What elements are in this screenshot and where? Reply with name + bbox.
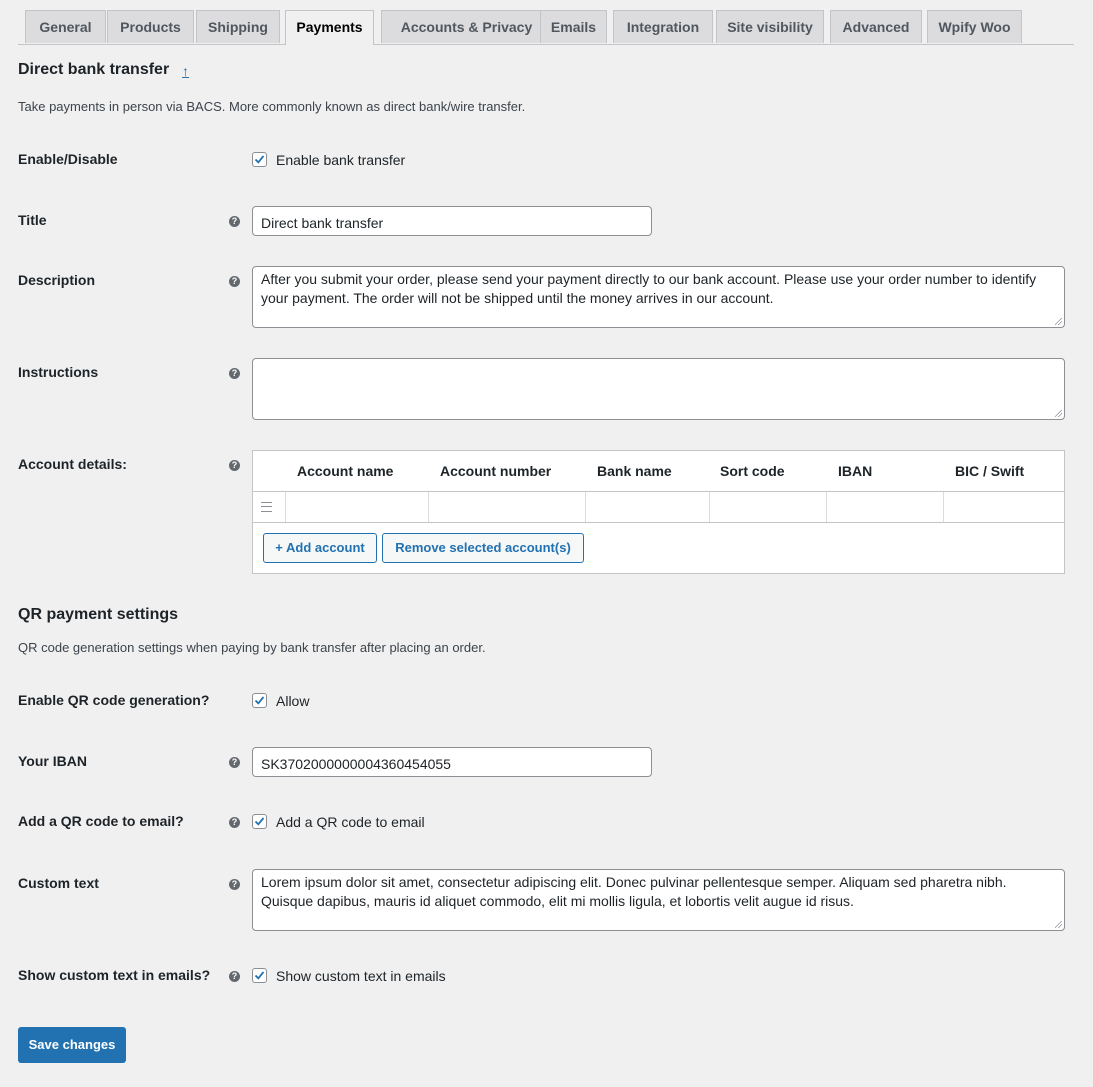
- help-icon: ?: [229, 757, 240, 768]
- description-text: After you submit your order, please send your payment directly to our bank account. Please use your order number to identify your payment. The order will not be shipped until the money arrives in our account.: [261, 271, 1037, 306]
- column-header: Account number: [440, 463, 552, 479]
- account-details-label: Account details:: [18, 456, 127, 472]
- title-input[interactable]: Direct bank transfer: [252, 206, 652, 236]
- custom-text-value: Lorem ipsum dolor sit amet, consectetur adipiscing elit. Donec pulvinar pellentesque semper. Aliquam sed pharetra nibh. Quisque dapibus, mauris id aliquet commodo, elit mi mollis ligula, et lobortis velit augue id risus.: [261, 874, 1007, 909]
- iban-label: Your IBAN: [18, 753, 87, 769]
- help-icon: ?: [229, 460, 240, 471]
- resize-handle-icon[interactable]: [1055, 318, 1062, 325]
- iban-field[interactable]: SK3702000000004360454055: [252, 747, 652, 777]
- enable-checkbox-label: Enable bank transfer: [276, 152, 406, 168]
- help-icon: ?: [229, 817, 240, 828]
- qr-enable-checkbox-label: Allow: [276, 693, 310, 709]
- show-custom-checkbox-label: Show custom text in emails: [276, 968, 446, 984]
- checkmark-icon: [254, 816, 265, 827]
- column-header: Bank name: [597, 463, 672, 479]
- help-icon: ?: [229, 368, 240, 379]
- qr-email-checkbox[interactable]: [252, 814, 267, 829]
- tab-accounts-privacy[interactable]: Accounts & Privacy: [381, 10, 552, 43]
- help-icon: ?: [229, 879, 240, 890]
- enable-label: Enable/Disable: [18, 151, 118, 167]
- tab-emails[interactable]: Emails: [540, 10, 607, 43]
- add-account-button[interactable]: + Add account: [263, 533, 377, 563]
- bank-name-input[interactable]: [585, 492, 709, 522]
- custom-text-label: Custom text: [18, 875, 99, 891]
- column-header: Account name: [297, 463, 394, 479]
- qr-email-label: Add a QR code to email?: [18, 813, 184, 829]
- instructions-textarea[interactable]: [252, 358, 1065, 420]
- arrow-up-return-icon[interactable]: ↑: [182, 63, 189, 79]
- settings-tabs: [18, 0, 1074, 45]
- tab-payments[interactable]: Payments: [285, 10, 374, 45]
- resize-handle-icon[interactable]: [1055, 410, 1062, 417]
- tab-advanced[interactable]: Advanced: [830, 10, 922, 43]
- qr-section-title: QR payment settings: [18, 606, 179, 623]
- sort-code-input[interactable]: [709, 492, 826, 522]
- table-row: [253, 491, 1064, 523]
- drag-handle-icon[interactable]: [261, 502, 272, 512]
- tab-site-visibility[interactable]: Site visibility: [716, 10, 824, 43]
- account-details-table: [252, 450, 1065, 574]
- qr-enable-label: Enable QR code generation?: [18, 692, 210, 708]
- tab-integration[interactable]: Integration: [613, 10, 713, 43]
- save-changes-button[interactable]: Save changes: [18, 1027, 126, 1063]
- remove-accounts-button[interactable]: Remove selected account(s): [382, 533, 584, 563]
- column-header: IBAN: [838, 463, 873, 479]
- description-label: Description: [18, 272, 96, 288]
- tab-products[interactable]: Products: [107, 10, 194, 43]
- show-custom-label: Show custom text in emails?: [18, 967, 211, 983]
- section-title: Direct bank transfer: [18, 61, 170, 78]
- resize-handle-icon[interactable]: [1055, 921, 1062, 928]
- show-custom-checkbox[interactable]: [252, 968, 267, 983]
- section-description: Take payments in person via BACS. More commonly known as direct bank/wire transfer.: [18, 99, 526, 114]
- iban-input[interactable]: [826, 492, 943, 522]
- custom-text-textarea[interactable]: [252, 869, 1065, 931]
- checkmark-icon: [254, 970, 265, 981]
- help-icon: ?: [229, 276, 240, 287]
- tab-wpify-woo[interactable]: Wpify Woo: [927, 10, 1022, 43]
- description-textarea[interactable]: [252, 266, 1065, 328]
- instructions-label: Instructions: [18, 364, 99, 380]
- checkmark-icon: [254, 154, 265, 165]
- help-icon: ?: [229, 971, 240, 982]
- column-header: BIC / Swift: [955, 463, 1025, 479]
- account-number-input[interactable]: [428, 492, 585, 522]
- help-icon: ?: [229, 216, 240, 227]
- qr-enable-checkbox[interactable]: [252, 693, 267, 708]
- column-header: Sort code: [720, 463, 785, 479]
- qr-email-checkbox-label: Add a QR code to email: [276, 814, 425, 830]
- qr-section-description: QR code generation settings when paying by bank transfer after placing an order.: [18, 640, 486, 655]
- tab-general[interactable]: General: [25, 10, 106, 43]
- bic-swift-input[interactable]: [943, 492, 1064, 522]
- title-label: Title: [18, 212, 47, 228]
- enable-checkbox[interactable]: [252, 152, 267, 167]
- account-name-input[interactable]: [285, 492, 428, 522]
- tab-shipping[interactable]: Shipping: [196, 10, 280, 43]
- checkmark-icon: [254, 695, 265, 706]
